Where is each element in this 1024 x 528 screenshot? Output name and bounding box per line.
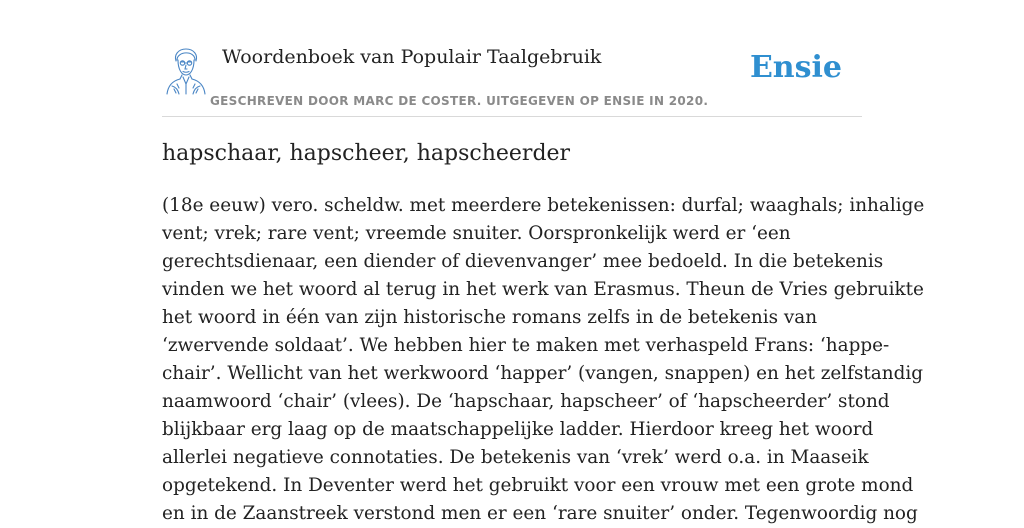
entry-body-line: (18e eeuw) vero. scheldw. met meerdere betekenissen: durfal; waaghals; inhalige <box>162 195 925 216</box>
entry-body-line: vinden we het woord al terug in het werk van Erasmus. Theun de Vries gebruikte <box>162 279 924 300</box>
entry-body-line: allerlei negatieve connotaties. De betekenis van ‘vrek’ werd o.a. in Maaseik <box>162 447 869 468</box>
dictionary-title[interactable]: Woordenboek van Populair Taalgebruik <box>222 46 602 68</box>
entry-body <box>162 192 925 528</box>
entry-body-line: ‘zwervende soldaat’. We hebben hier te maken met verhaspeld Frans: ‘happe- <box>162 335 890 356</box>
entry-body-line: gerechtsdienaar, een diender of dievenvanger’ mee bedoeld. In die betekenis <box>162 251 884 272</box>
author-byline: GESCHREVEN DOOR MARC DE COSTER. UITGEGEVEN OP ENSIE IN 2020. <box>210 94 709 108</box>
entry-body-line: opgetekend. In Deventer werd het gebruikt voor een vrouw met een grote mond <box>162 475 914 496</box>
entry-body-line: het woord in één van zijn historische romans zelfs in de betekenis van <box>162 307 818 328</box>
entry-title: hapschaar, hapscheer, hapscheerder <box>162 141 571 166</box>
entry-body-line: en in de Zaanstreek verstond men er een ‘rare snuiter’ onder. Tegenwoordig nog <box>162 503 918 524</box>
entry-body-line: blijkbaar erg laag op de maatschappelijke ladder. Hierdoor kreeg het woord <box>162 419 874 440</box>
entry-body-line: naamwoord ‘chair’ (vlees). De ‘hapschaar, hapscheer’ of ‘hapscheerder’ stond <box>162 391 890 412</box>
ensie-logo[interactable]: Ensie <box>749 50 842 85</box>
author-portrait-icon[interactable] <box>164 46 208 96</box>
entry-body-line: chair’. Wellicht van het werkwoord ‘happer’ (vangen, snappen) en het zelfstandig <box>162 363 924 384</box>
entry-body-line: vent; vrek; rare vent; vreemde snuiter. Oorspronkelijk werd er ‘een <box>162 223 791 244</box>
site-header <box>162 40 862 117</box>
